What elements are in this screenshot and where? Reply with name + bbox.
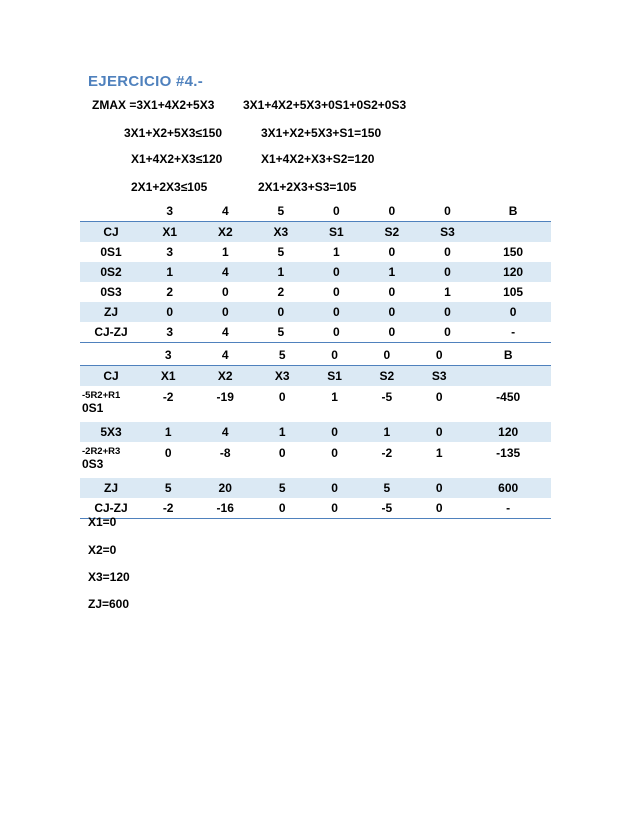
equation-1: 3X1+X2+5X3+S1=150 xyxy=(261,126,382,140)
result-zj: ZJ=600 xyxy=(88,597,130,611)
row-label: CJ xyxy=(80,366,142,387)
table-cell: 1 xyxy=(256,422,308,442)
table-cell: B xyxy=(475,201,551,222)
table-cell: 5 xyxy=(361,478,413,498)
table-cell: 4 xyxy=(198,201,254,222)
table-cell: 0 xyxy=(361,345,413,366)
table-cell: 2 xyxy=(166,285,174,299)
table-cell: 0 xyxy=(444,245,451,259)
constraint-2: X1+4X2+X3≤120 xyxy=(131,152,223,166)
header-row xyxy=(80,222,551,243)
table-cell xyxy=(465,366,551,387)
row-operation: -5R2+R1 xyxy=(82,390,121,401)
table-cell: 1 xyxy=(444,285,451,299)
constraint-3: 2X1+2X3≤105 xyxy=(131,180,208,194)
table-row xyxy=(80,498,551,519)
table-cell: 0 xyxy=(164,446,172,460)
table-cell: 0 xyxy=(309,302,365,322)
table-cell: 0 xyxy=(308,422,360,442)
table-cell: 3 xyxy=(142,201,198,222)
row-label xyxy=(80,201,142,222)
table-cell: 1 xyxy=(142,422,194,442)
table-cell: 4 xyxy=(194,345,256,366)
cost-row xyxy=(80,345,551,366)
objective-function: ZMAX =3X1+4X2+5X3 xyxy=(92,98,215,112)
table-cell: 0 xyxy=(388,245,396,259)
table-cell: 0 xyxy=(331,446,338,460)
table-cell: 3 xyxy=(166,245,174,259)
table-cell: X3 xyxy=(256,366,308,387)
table-cell: -450 xyxy=(496,390,521,404)
table-row xyxy=(80,478,551,498)
table-cell: 0 xyxy=(278,446,286,460)
table-cell: 105 xyxy=(503,285,524,299)
table-cell: 0 xyxy=(475,302,551,322)
table-cell: X1 xyxy=(142,366,194,387)
standard-form-objective: 3X1+4X2+5X3+0S1+0S2+0S3 xyxy=(243,98,407,112)
table-cell: -16 xyxy=(194,498,256,519)
table-cell: -5 xyxy=(381,390,393,404)
table-cell: X1 xyxy=(142,222,198,243)
table-cell: 0 xyxy=(278,390,286,404)
simplex-table-iteration xyxy=(80,345,551,519)
table-cell: 0 xyxy=(309,322,365,343)
constraint-1: 3X1+X2+5X3≤150 xyxy=(124,126,223,140)
table-cell xyxy=(475,222,551,243)
table-cell: 0 xyxy=(364,322,420,343)
table-cell: 0 xyxy=(309,262,365,282)
table-cell: - xyxy=(475,322,551,343)
table-cell: 150 xyxy=(503,245,524,259)
table-cell: 5 xyxy=(142,478,194,498)
row-basis: 0S3 xyxy=(82,457,104,471)
table-cell: S2 xyxy=(361,366,413,387)
table-cell: 1 xyxy=(361,422,413,442)
equation-3: 2X1+2X3+S3=105 xyxy=(258,180,357,194)
table-cell: 0 xyxy=(333,285,340,299)
table-cell: 20 xyxy=(194,478,256,498)
table-cell: 0 xyxy=(364,302,420,322)
row-label: 0S1 xyxy=(100,245,122,259)
table-row xyxy=(80,242,551,262)
table-cell: 0 xyxy=(142,302,198,322)
table-cell: 120 xyxy=(475,262,551,282)
table-cell: 0 xyxy=(308,478,360,498)
table-cell: 0 xyxy=(420,201,476,222)
table-cell: 0 xyxy=(435,390,443,404)
table-cell: -19 xyxy=(216,390,234,404)
row-label xyxy=(80,386,142,422)
table-cell: 0 xyxy=(308,345,360,366)
table-cell: S1 xyxy=(309,222,365,243)
row-label: 0S3 xyxy=(100,285,122,299)
result-x3: X3=120 xyxy=(88,570,130,584)
table-cell: 4 xyxy=(198,262,254,282)
table-cell: -2 xyxy=(162,390,174,404)
table-cell: S3 xyxy=(420,222,476,243)
table-cell: S2 xyxy=(364,222,420,243)
row-label: ZJ xyxy=(80,478,142,498)
table-cell: 0 xyxy=(309,201,365,222)
table-cell: 600 xyxy=(465,478,551,498)
cost-row xyxy=(80,201,551,222)
table-cell: X2 xyxy=(194,366,256,387)
table-cell: -135 xyxy=(496,446,521,460)
row-basis: 0S1 xyxy=(82,401,104,415)
table-cell: -5 xyxy=(361,498,413,519)
header-row xyxy=(80,366,551,387)
row-label: CJ-ZJ xyxy=(80,322,142,343)
table-cell: 5 xyxy=(256,478,308,498)
table-cell: -2 xyxy=(142,498,194,519)
table-cell: 1 xyxy=(364,262,420,282)
table-cell: -8 xyxy=(219,446,231,460)
table-cell: 1 xyxy=(333,245,340,259)
row-label xyxy=(80,442,142,478)
table-cell: 3 xyxy=(142,322,198,343)
table-cell: 0 xyxy=(420,262,476,282)
table-row xyxy=(80,422,551,442)
table-row xyxy=(80,442,551,478)
row-label: CJ xyxy=(80,222,142,243)
table-cell: 0 xyxy=(413,422,465,442)
row-label: CJ-ZJ xyxy=(80,498,142,519)
table-cell: -2 xyxy=(381,446,393,460)
table-cell: 4 xyxy=(194,422,256,442)
row-label: 0S2 xyxy=(80,262,142,282)
table-cell: 2 xyxy=(277,285,285,299)
table-cell: 5 xyxy=(253,322,309,343)
table-cell: 1 xyxy=(435,446,443,460)
table-cell: 0 xyxy=(253,302,309,322)
row-label: 5X3 xyxy=(80,422,142,442)
table-cell: 0 xyxy=(420,322,476,343)
table-cell: 5 xyxy=(253,201,309,222)
table-cell: X2 xyxy=(198,222,254,243)
table-cell: 0 xyxy=(420,302,476,322)
simplex-table-initial xyxy=(80,201,551,343)
table-cell: 0 xyxy=(413,345,465,366)
row-label xyxy=(80,345,142,366)
table-cell: 5 xyxy=(256,345,308,366)
table-row xyxy=(80,262,551,282)
table-cell: X3 xyxy=(253,222,309,243)
table-cell: 1 xyxy=(142,262,198,282)
table-cell: S3 xyxy=(413,366,465,387)
result-x2: X2=0 xyxy=(88,543,117,557)
equation-2: X1+4X2+X3+S2=120 xyxy=(261,152,375,166)
table-cell: B xyxy=(465,345,551,366)
table-cell: - xyxy=(465,498,551,519)
table-cell: 1 xyxy=(331,390,338,404)
table-cell: 0 xyxy=(364,201,420,222)
row-label: ZJ xyxy=(80,302,142,322)
table-cell: S1 xyxy=(308,366,360,387)
table-cell: 3 xyxy=(142,345,194,366)
table-row xyxy=(80,322,551,343)
table-cell: 0 xyxy=(413,478,465,498)
table-cell: 0 xyxy=(221,285,229,299)
row-operation: -2R2+R3 xyxy=(82,446,121,457)
result-x1: X1=0 xyxy=(88,515,117,529)
table-cell: 0 xyxy=(413,498,465,519)
table-cell: 0 xyxy=(256,498,308,519)
table-cell: 0 xyxy=(198,302,254,322)
table-cell: 1 xyxy=(253,262,309,282)
table-cell: 0 xyxy=(388,285,396,299)
table-row xyxy=(80,282,551,302)
table-cell: 5 xyxy=(277,245,285,259)
table-cell: 0 xyxy=(308,498,360,519)
table-cell: 4 xyxy=(198,322,254,343)
exercise-title: EJERCICIO #4.- xyxy=(88,73,204,90)
table-row xyxy=(80,386,551,422)
table-row xyxy=(80,302,551,322)
table-cell: 120 xyxy=(465,422,551,442)
table-cell: 1 xyxy=(221,245,229,259)
